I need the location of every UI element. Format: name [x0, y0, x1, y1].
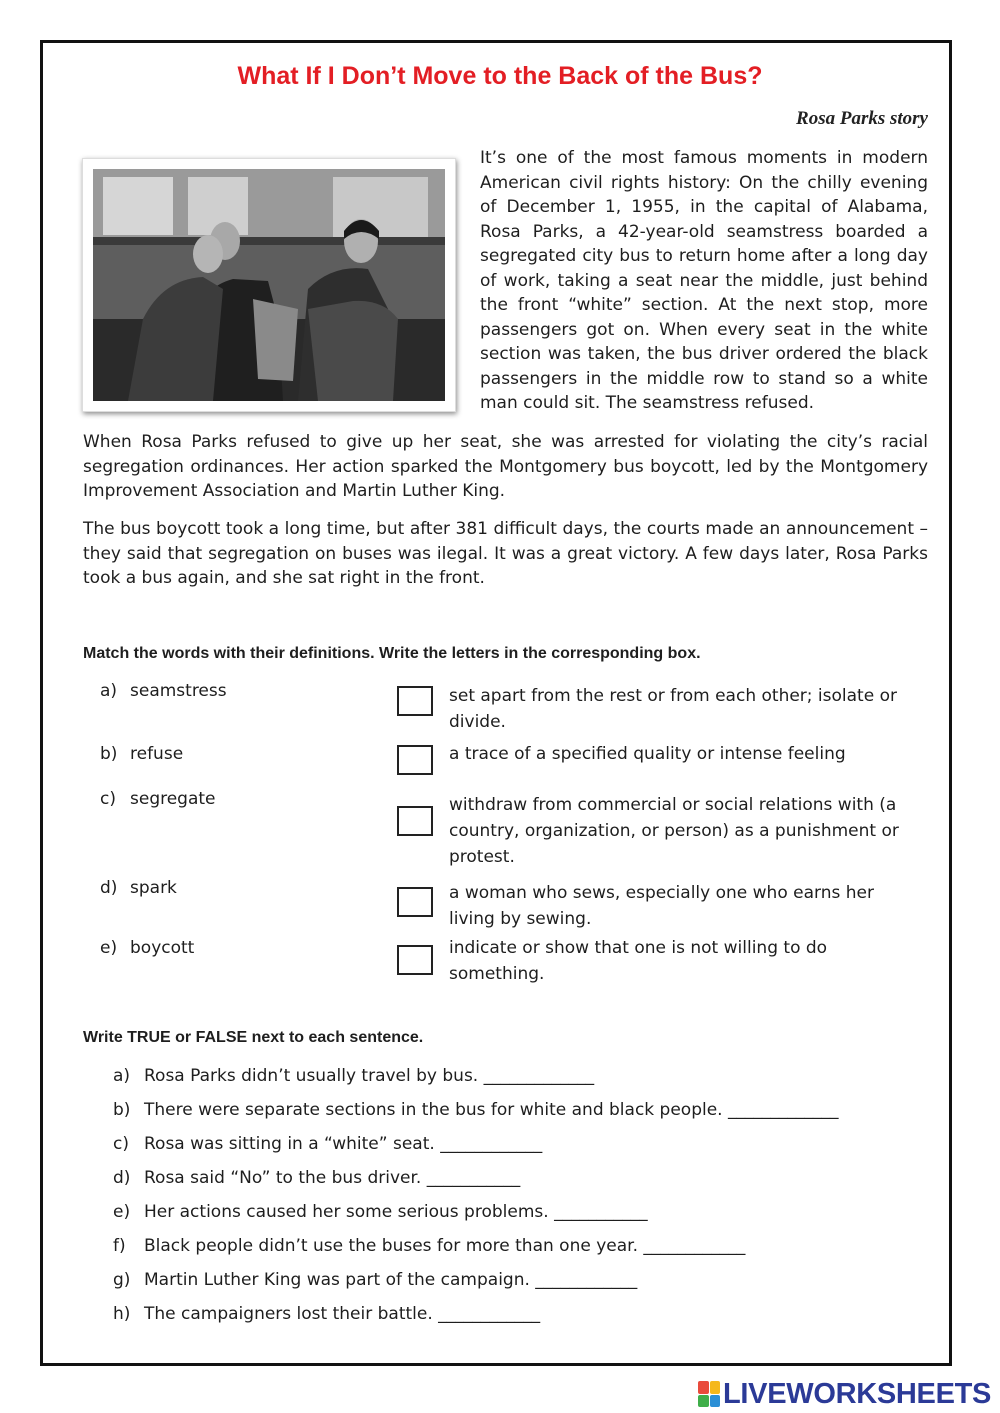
answer-box[interactable] — [397, 887, 433, 917]
match-word-a: a) seamstress — [100, 681, 227, 701]
answer-box[interactable] — [397, 686, 433, 716]
tf-item: e) Her actions caused her some serious problems. ___________ — [113, 1202, 648, 1222]
match-word-c: c) segregate — [100, 789, 216, 809]
definition-3: withdraw from commercial or social relations with (a country, organization, or person) as a punishment or protest. — [449, 795, 899, 867]
tf-item: b) There were separate sections in the bus for white and black people. _____________ — [113, 1100, 839, 1120]
match-instruction: Match the words with their definitions. Write the letters in the corresponding box. — [83, 645, 701, 662]
worksheet-title: What If I Don’t Move to the Back of the Bus? — [237, 62, 763, 90]
tf-item: a) Rosa Parks didn’t usually travel by bus. _____________ — [113, 1066, 595, 1086]
tf-answer-blank[interactable]: ____________ — [535, 1270, 638, 1290]
tf-item: h) The campaigners lost their battle. ____________ — [113, 1304, 541, 1324]
paragraph-boycott: The bus boycott took a long time, but after 381 difficult days, the courts made an announcement – they said that segregation on buses was ilegal. It was a great victory. A few days later, Rosa Parks took a bus again, and she sat right in the front. — [83, 519, 928, 588]
definition-5: indicate or show that one is not willing to do something. — [449, 938, 828, 984]
definition-4: a woman who sews, especially one who earns her living by sewing. — [449, 883, 874, 929]
answer-box[interactable] — [397, 945, 433, 975]
tf-item: d) Rosa said “No” to the bus driver. ___________ — [113, 1168, 521, 1188]
answer-box[interactable] — [397, 745, 433, 775]
match-word-e: e) boycott — [100, 938, 195, 958]
tf-item: c) Rosa was sitting in a “white” seat. ____________ — [113, 1134, 543, 1154]
tf-answer-blank[interactable]: ____________ — [440, 1134, 543, 1154]
tf-answer-blank[interactable]: _____________ — [483, 1066, 595, 1086]
rosa-parks-bus-photo — [82, 158, 456, 412]
tf-answer-blank[interactable]: _____________ — [727, 1100, 839, 1120]
tf-item: g) Martin Luther King was part of the campaign. ____________ — [113, 1270, 638, 1290]
tf-item: f) Black people didn’t use the buses for more than one year. ____________ — [113, 1236, 746, 1256]
intro-paragraph: It’s one of the most famous moments in modern American civil rights history: On the chilly evening of December 1, 1955, in the capital of Alabama, Rosa Parks, a 42-year-old seamstress boarded a segregated city bus to return home after a long day of work, taking a seat near the middle, just behind the front “white” section. At the next stop, more passengers got on. When every seat in the white section was taken, the bus driver ordered the black passengers in the middle row to stand so a white man could sit. The seamstress refused. — [480, 148, 928, 413]
definition-1: set apart from the rest or from each other; isolate or divide. — [449, 686, 897, 732]
tf-answer-blank[interactable]: ___________ — [554, 1202, 648, 1222]
truefalse-instruction: Write TRUE or FALSE next to each sentence. — [83, 1029, 424, 1046]
tf-answer-blank[interactable]: ____________ — [438, 1304, 541, 1324]
liveworksheets-logo-icon — [698, 1381, 720, 1407]
tf-answer-blank[interactable]: ____________ — [643, 1236, 746, 1256]
definition-2: a trace of a specified quality or intense feeling — [449, 744, 846, 764]
answer-box[interactable] — [397, 806, 433, 836]
tf-answer-blank[interactable]: ___________ — [426, 1168, 521, 1188]
bus-photo-image — [93, 169, 445, 401]
match-word-b: b) refuse — [100, 744, 184, 764]
brand-name: LIVEWORKSHEETS — [723, 1377, 992, 1410]
match-word-d: d) spark — [100, 878, 177, 898]
liveworksheets-logo — [698, 1376, 991, 1412]
paragraph-arrest: When Rosa Parks refused to give up her seat, she was arrested for violating the city’s racial segregation ordinances. Her action sparked the Montgomery bus boycott, led by the Montgomery Improvement Association and Martin Luther King. — [83, 432, 928, 501]
worksheet-subtitle: Rosa Parks story — [796, 108, 928, 129]
